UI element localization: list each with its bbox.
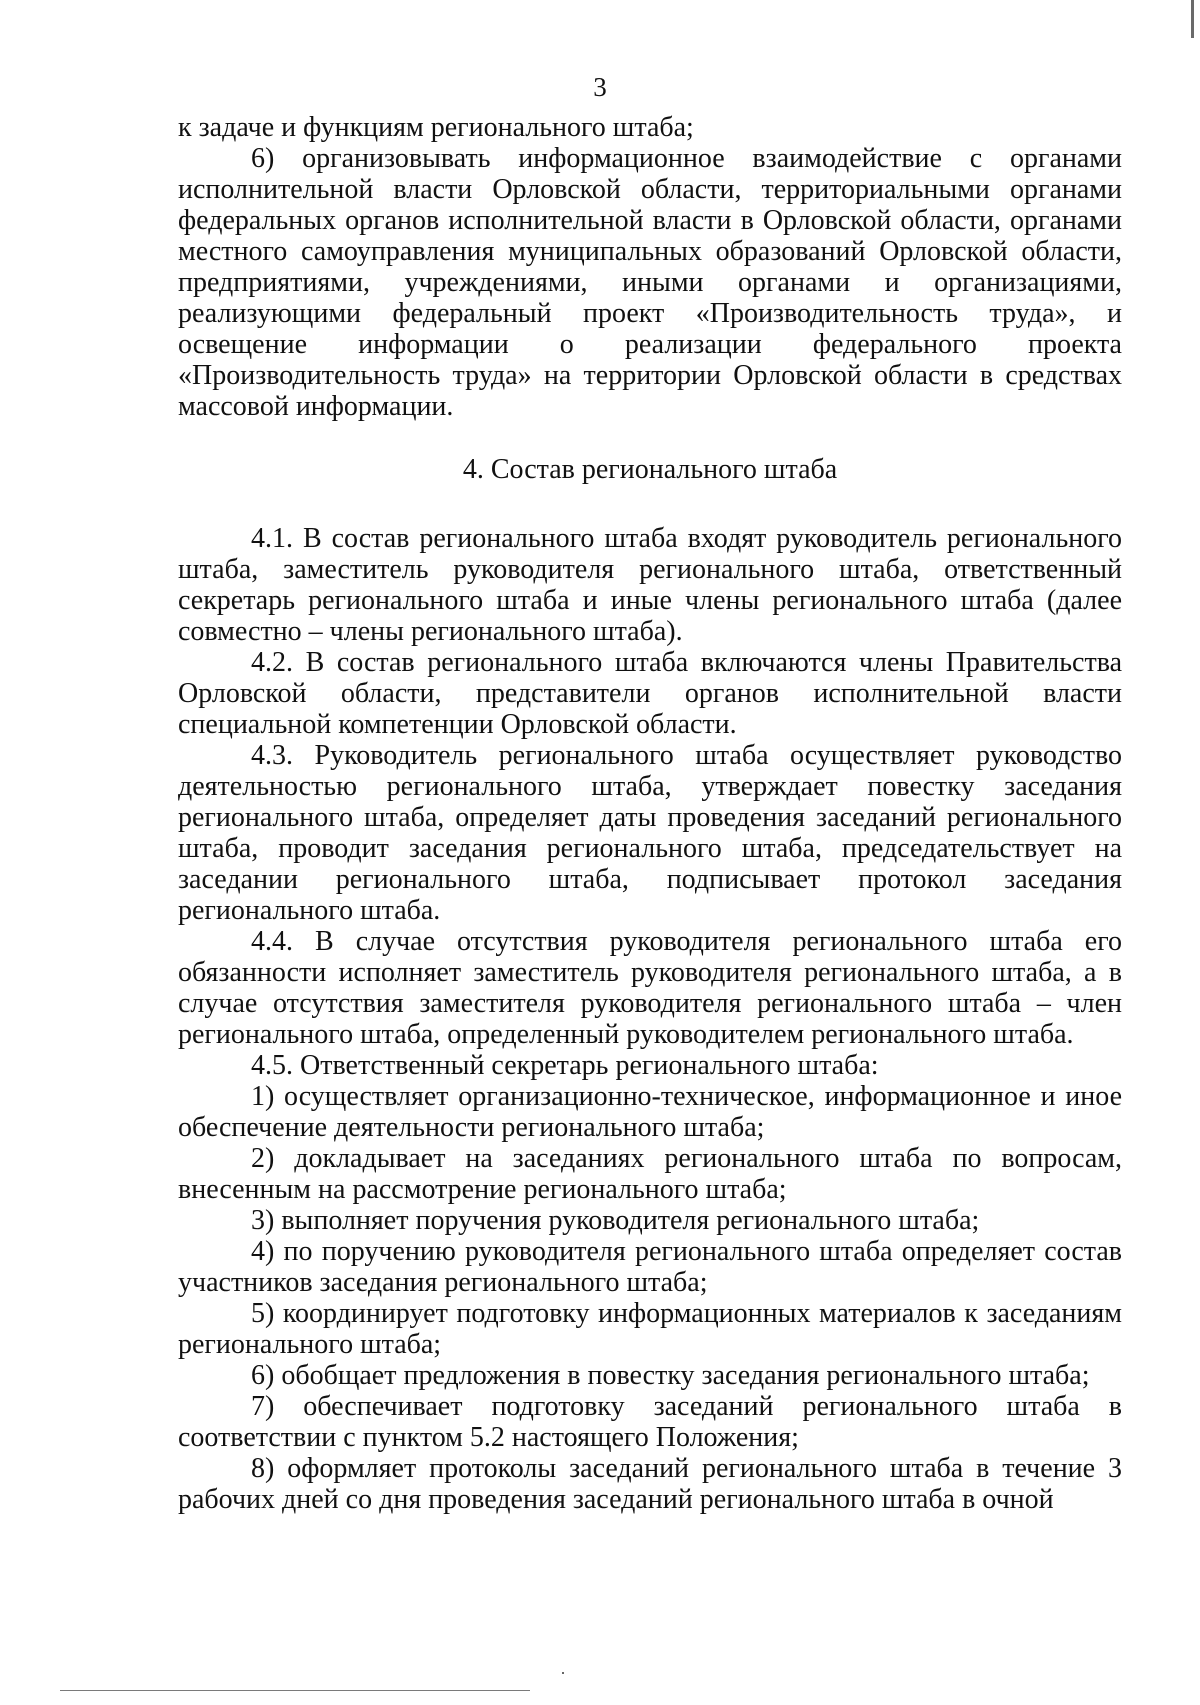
paragraph: 4.5. Ответственный секретарь регионального штаба: — [251, 1050, 879, 1081]
document-body — [178, 112, 1122, 1515]
paragraph: 4.4. В случае отсутствия руководителя регионального штаба его обязанности исполняет заместитель руководителя регионального штаба, а в случае отсутствия заместителя руководителя регионального штаба – член регионального штаба, определенный руководителем регионального штаба. — [178, 926, 1122, 1050]
scan-edge-mark — [1191, 0, 1194, 38]
paragraph: 4.2. В состав регионального штаба включаются члены Правительства Орловской области, представители органов исполнительной власти специальной компетенции Орловской области. — [178, 647, 1122, 740]
list-item: 6) обобщает предложения в повестку заседания регионального штаба; — [251, 1360, 1090, 1391]
paragraph: к задаче и функциям регионального штаба; — [178, 112, 694, 143]
paragraph: 6) организовывать информационное взаимодействие с органами исполнительной власти Орловской области, территориальными органами федеральных органов исполнительной власти в Орловской области, органами местного самоуправления муниципальных образований Орловской области, предприятиями, учреждениями, иными органами и организациями, реализующими федеральный проект «Производительность труда», и освещение информации о реализации федерального проекта «Производительность труда» на территории Орловской области в средствах массовой информации. — [178, 143, 1122, 422]
section-heading: 4. Состав регионального штаба — [462, 454, 838, 485]
paragraph: 4.3. Руководитель регионального штаба осуществляет руководство деятельностью регионального штаба, утверждает повестку заседания регионального штаба, определяет даты проведения заседаний регионального штаба, проводит заседания регионального штаба, председательствует на заседании регионального штаба, подписывает протокол заседания регионального штаба. — [178, 740, 1122, 926]
list-item: 1) осуществляет организационно-техническое, информационное и иное обеспечение деятельности регионального штаба; — [178, 1081, 1122, 1143]
paragraphs-top — [178, 112, 1122, 422]
list-item: 5) координирует подготовку информационных материалов к заседаниям регионального штаба; — [178, 1298, 1122, 1360]
list-item: 8) оформляет протоколы заседаний регионального штаба в течение 3 рабочих дней со дня проведения заседаний регионального штаба в очной — [178, 1453, 1122, 1515]
list-item: 7) обеспечивает подготовку заседаний регионального штаба в соответствии с пунктом 5.2 настоящего Положения; — [178, 1391, 1122, 1453]
paragraph: 4.1. В состав регионального штаба входят руководитель регионального штаба, заместитель руководителя регионального штаба, ответственный секретарь регионального штаба и иные члены регионального штаба (далее совместно – члены регионального штаба). — [178, 523, 1122, 647]
list-item: 2) докладывает на заседаниях регионального штаба по вопросам, внесенным на рассмотрение регионального штаба; — [178, 1143, 1122, 1205]
footer-rule — [60, 1690, 530, 1691]
page-number: 3 — [593, 72, 607, 102]
paragraphs-section — [178, 523, 1122, 1515]
list-item: 3) выполняет поручения руководителя регионального штаба; — [251, 1205, 980, 1236]
scan-artifact-dot — [562, 1672, 564, 1674]
list-item: 4) по поручению руководителя регионального штаба определяет состав участников заседания регионального штаба; — [178, 1236, 1122, 1298]
